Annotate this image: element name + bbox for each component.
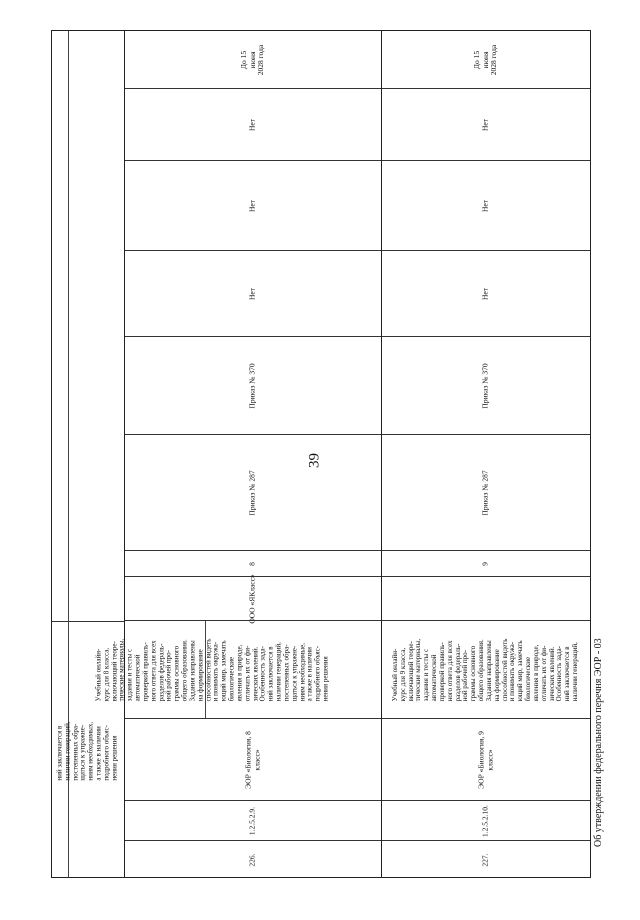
flag3-text: Нет (480, 118, 490, 131)
page-number: 39 (306, 453, 323, 468)
number-cell (382, 551, 590, 577)
table-row-226 (94, 31, 382, 877)
order1-cell (125, 435, 381, 551)
carryover-row (52, 31, 125, 877)
flag2-cell (125, 161, 381, 251)
deadline-cell (125, 31, 381, 89)
number-text: 8 (247, 561, 257, 566)
index-text: 227. (480, 853, 490, 867)
code-text: 1.2.5.2.9. (247, 806, 257, 835)
footer-note: Об утверждении федерального перечня ЭОР - 03 (593, 638, 604, 847)
order2-text: Приказ № 370 (480, 362, 490, 409)
index-text: 226. (247, 853, 257, 867)
flag1-cell (125, 251, 381, 337)
flag2-text: Нет (247, 199, 257, 212)
code-cell (382, 801, 590, 841)
order2-cell (382, 337, 590, 435)
order1-text: Приказ № 287 (480, 469, 490, 516)
index-cell (125, 841, 381, 879)
description-cell (94, 621, 381, 719)
organization-cell (125, 573, 381, 624)
name-cell (125, 719, 381, 801)
carryover-text: ний заключается в наличии генераций, постепенных обра- щаться к упражне- ниям необходимых, а также в наличии подробного объяс- нения решения (55, 720, 119, 781)
deadline-text: До 15 июня 2028 года (472, 44, 499, 75)
deadline-text: До 15 июня 2028 года (239, 44, 266, 75)
description-text: Учебный онлайн- курс для 8 класса, включающий теоре- тические материалы, задания и тесты с автоматической проверкой правиль- ного ответа для всех разделов федераль- ной рабочей про- граммы основного общего образования. Задания направлены на формирование способностей видеть и понимать окружа- ющий мир, замечать биологические явления в природе, отличать их от фи- зических явлений. Особенность зада- ний заключается в наличии генераций, постепенных обра- щаться к упражне- ниям необходимые, а также в наличии подробного объяс- нения решения (94, 638, 330, 701)
code-cell (125, 801, 381, 841)
description-cell (382, 621, 590, 719)
name-cell (382, 719, 590, 801)
flag1-cell (382, 251, 590, 337)
deadline-cell (382, 31, 590, 89)
order2-text: Приказ № 370 (247, 362, 257, 409)
flag3-cell (382, 89, 590, 161)
flag2-cell (382, 161, 590, 251)
number-text: 9 (480, 561, 490, 566)
flag1-text: Нет (480, 287, 490, 300)
table-row-227 (382, 31, 590, 877)
name-text: ЭОР «Биология, 9 класс» (476, 730, 494, 789)
flag3-text: Нет (247, 118, 257, 131)
number-cell (125, 551, 381, 577)
order1-cell (382, 435, 590, 551)
organization-text: ООО «ЯКласс» (247, 573, 257, 624)
flag3-cell (125, 89, 381, 161)
index-cell (382, 841, 590, 879)
description-text: Учебный онлайн- курс для 9 класса, включающий теоре- тические материалы, задания и тесты с автоматической проверкой правиль- ного ответа для всех разделов федераль- ной рабочей про- граммы основного общего образования. Задания направлены на формирование способностей видеть и понимать окружа- ющий мир, замечать биологические явления в природе, отличать их от фи- зических явлений. Особенность зада- ний заключается в наличии генераций, (391, 638, 580, 701)
flag2-text: Нет (480, 199, 490, 212)
code-text: 1.2.5.2.10. (480, 804, 490, 837)
order1-text: Приказ № 287 (247, 469, 257, 516)
flag1-text: Нет (247, 287, 257, 300)
rotated-table (51, 30, 591, 878)
order2-cell (125, 337, 381, 435)
organization-cell (382, 577, 590, 621)
name-text: ЭОР «Биология, 8 класс» (243, 730, 261, 789)
